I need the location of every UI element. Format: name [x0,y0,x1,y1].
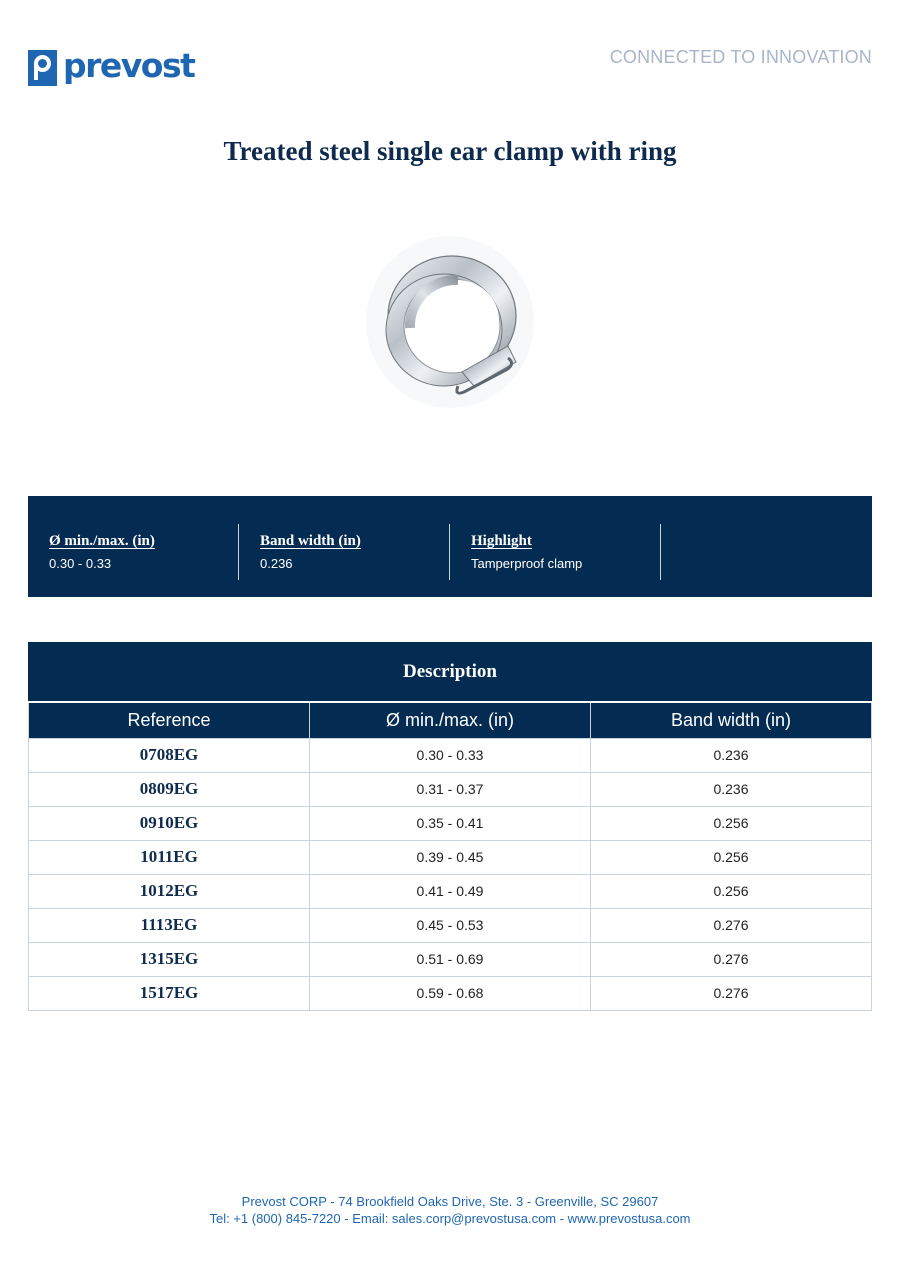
spec-label: Band width (in) [260,533,361,549]
footer [0,1193,900,1227]
band-width-cell: 0.236 [591,772,872,806]
diameter-cell: 0.31 - 0.37 [310,772,591,806]
band-width-cell: 0.276 [591,908,872,942]
diameter-cell: 0.35 - 0.41 [310,806,591,840]
spec-value: Tamperproof clamp [471,556,583,571]
table-row [29,738,872,772]
column-header-band-width: Band width (in) [591,702,872,738]
brand-logo [28,44,194,86]
specs-panel [28,496,872,597]
spec-value: 0.236 [260,556,293,571]
brand-name: prevost [63,45,195,85]
diameter-cell: 0.30 - 0.33 [310,738,591,772]
footer-contact: Tel: +1 (800) 845-7220 - Email: sales.corp@prevostusa.com - www.prevostusa.com [209,1211,691,1226]
spec-label: Ø min./max. (in) [49,533,155,549]
diameter-cell: 0.39 - 0.45 [310,840,591,874]
table-row [29,976,872,1010]
reference-cell: 1315EG [29,942,310,976]
band-width-cell: 0.236 [591,738,872,772]
table-row [29,942,872,976]
column-header-diameter: Ø min./max. (in) [310,702,591,738]
diameter-cell: 0.41 - 0.49 [310,874,591,908]
band-width-cell: 0.256 [591,874,872,908]
reference-cell: 1012EG [29,874,310,908]
diameter-cell: 0.45 - 0.53 [310,908,591,942]
table-row [29,840,872,874]
diameter-cell: 0.51 - 0.69 [310,942,591,976]
prevost-logo-icon [28,50,57,86]
spec-value: 0.30 - 0.33 [49,556,112,571]
table-header-row [29,702,872,738]
brand-tagline: CONNECTED TO INNOVATION [609,47,872,67]
table-row [29,874,872,908]
reference-cell: 0809EG [29,772,310,806]
reference-cell: 0708EG [29,738,310,772]
spec-diameter [28,524,239,580]
reference-cell: 1113EG [29,908,310,942]
table-row [29,806,872,840]
diameter-cell: 0.59 - 0.68 [310,976,591,1010]
product-image [340,210,562,435]
table-title: Description [28,642,872,701]
page-title: Treated steel single ear clamp with ring [223,136,677,166]
table-row [29,908,872,942]
reference-cell: 0910EG [29,806,310,840]
reference-cell: 1517EG [29,976,310,1010]
reference-cell: 1011EG [29,840,310,874]
footer-address: Prevost CORP - 74 Brookfield Oaks Drive, Ste. 3 - Greenville, SC 29607 [241,1194,659,1209]
band-width-cell: 0.276 [591,942,872,976]
spec-highlight [450,524,661,580]
spec-band-width [239,524,450,580]
band-width-cell: 0.276 [591,976,872,1010]
band-width-cell: 0.256 [591,840,872,874]
table-row [29,772,872,806]
description-table [28,642,872,1011]
column-header-reference: Reference [29,702,310,738]
spec-label: Highlight [471,533,532,549]
band-width-cell: 0.256 [591,806,872,840]
